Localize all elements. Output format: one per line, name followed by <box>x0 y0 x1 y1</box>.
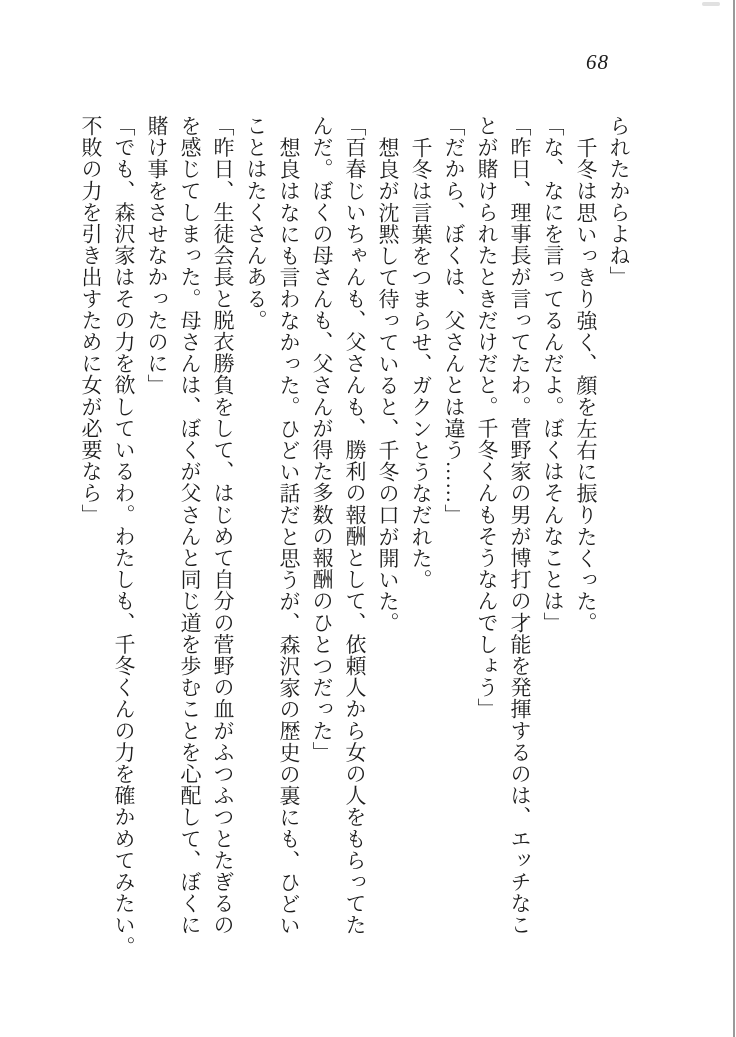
page-edge-line <box>733 0 735 1037</box>
text-line: 「昨日、理事長が言ってたわ。菅野家の男が博打の才能を発揮するのは、エッチなこ <box>508 115 532 936</box>
text-line: 想良はなにも言わなかった。ひどい話だと思うが、森沢家の歴史の裏にも、ひどい <box>277 137 301 937</box>
scan-smudge <box>702 2 720 6</box>
text-line: 「百春じいちゃんも、父さんも、勝利の報酬として、依頼人から女の人をもらってた <box>343 115 367 936</box>
text-line: 「だから、ぼくは、父さんとは違う……」 <box>442 115 466 526</box>
text-block <box>74 115 635 987</box>
text-line: とが賭けられたときだけだと。千冬くんもそうなんでしょう」 <box>475 115 499 720</box>
text-line: んだ。ぼくの母さんも、父さんが得た多数の報酬のひとつだった」 <box>310 115 334 763</box>
text-line: られたからよね」 <box>607 115 631 288</box>
text-line: 想良が沈黙して待っていると、千冬の口が開いた。 <box>376 137 400 634</box>
text-line: ことはたくさんある。 <box>244 115 268 331</box>
text-line: 「でも、森沢家はその力を欲しているわ。わたしも、千冬くんの力を確かめてみたい。 <box>112 115 136 958</box>
text-line: 千冬は言葉をつまらせ、ガクンとうなだれた。 <box>409 137 433 591</box>
text-line: 「昨日、生徒会長と脱衣勝負をして、はじめて自分の菅野の血がふつふつとたぎるの <box>211 115 235 936</box>
text-line: 千冬は思いっきり強く、顔を左右に振りたくった。 <box>574 137 598 634</box>
text-line: 「な、なにを言ってるんだよ。ぼくはそんなことは」 <box>541 115 565 634</box>
text-line: 賭け事をさせなかったのに」 <box>145 115 169 396</box>
text-line: を感じてしまった。母さんは、ぼくが父さんと同じ道を歩むことを心配して、ぼくに <box>178 115 202 936</box>
page-number: 68 <box>586 50 609 74</box>
text-line: 不敗の力を引き出すために女が必要なら」 <box>79 115 103 526</box>
